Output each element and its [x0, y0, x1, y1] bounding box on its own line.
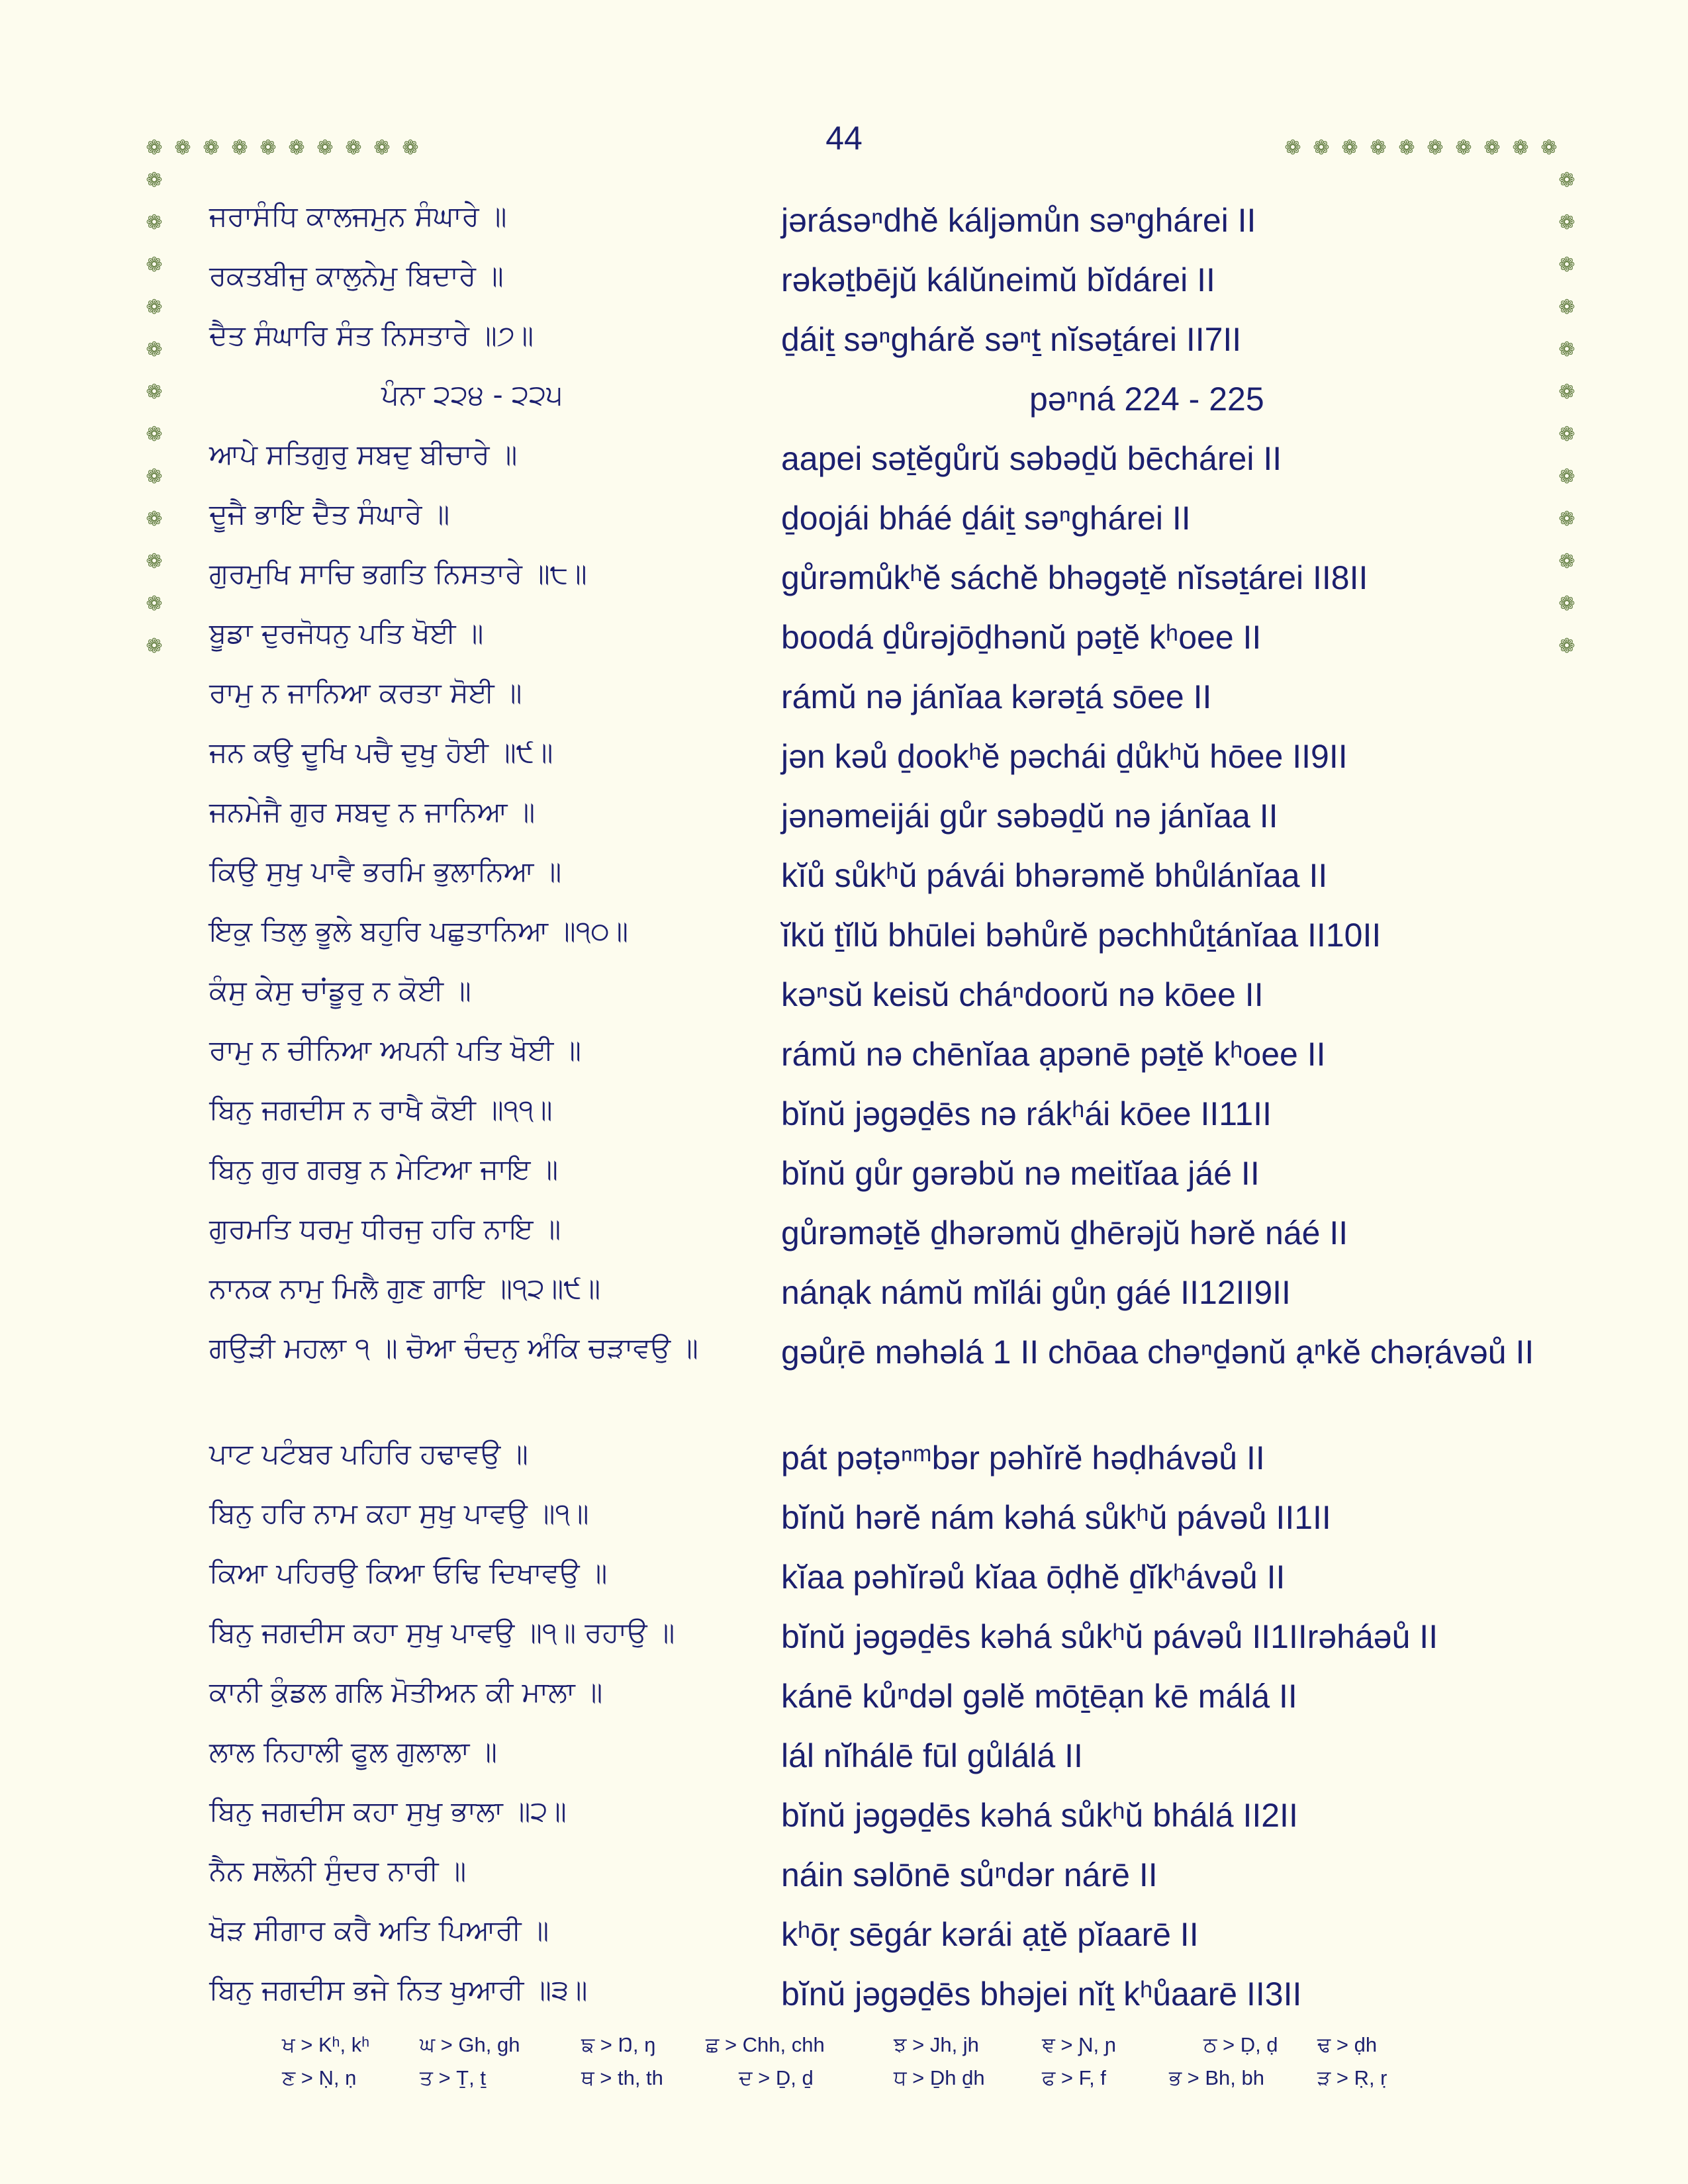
legend-item: ਢ > ḍh	[1317, 2033, 1378, 2056]
gurmukhi-line: ਨੈਨ ਸਲੋਨੀ ਸੁੰਦਰ ਨਾਰੀ ॥	[209, 1854, 467, 1887]
flower-ornament-icon: ❁	[1558, 635, 1575, 658]
gurmukhi-line: ਬੂਡਾ ਦੁਰਜੋਧਨੁ ਪਤਿ ਖੋਈ ॥	[209, 617, 484, 649]
legend-item: ਘ > Gh, gh	[420, 2033, 520, 2056]
legend-item: ਛ > Chh, chh	[706, 2033, 825, 2056]
gurmukhi-line: ਬਿਨੁ ਜਗਦੀਸ ਕਹਾ ਸੁਖੁ ਪਾਵਉ ॥੧॥ ਰਹਾਉ ॥	[209, 1616, 675, 1649]
transliteration-line: boodá ḏůrəjōḏhənŭ pəṯĕ kʰoee II	[781, 619, 1262, 656]
flower-ornament-icon: ❁	[1341, 136, 1358, 159]
verse-row	[0, 1085, 1688, 1145]
legend-item: ਫ > F, f	[1042, 2066, 1106, 2089]
flower-ornament-icon: ❁	[146, 465, 163, 488]
transliteration-line: ḏáiṯ səⁿghárĕ səⁿṯ nĭsəṯárei II7II	[781, 321, 1242, 358]
flower-ornament-icon: ❁	[146, 381, 163, 404]
transliteration-line: bĭnŭ jəgəḏēs bhəjei nĭṯ kʰůaarē II3II	[781, 1976, 1302, 2013]
flower-ornament-icon: ❁	[1558, 508, 1575, 531]
flower-ornament-icon: ❁	[146, 550, 163, 573]
gurmukhi-line: ਗੁਰਮਤਿ ਧਰਮੁ ਧੀਰਜੁ ਹਰਿ ਨਾਇ ॥	[209, 1212, 561, 1245]
legend-item: ਞ > Ɲ, ɲ	[1042, 2033, 1116, 2056]
gurmukhi-line: ਜਨ ਕਉ ਦੂਖਿ ਪਚੈ ਦੁਖੁ ਹੋਈ ॥੯॥	[209, 736, 553, 768]
legend-row-1	[0, 2033, 1688, 2066]
transliteration-line: kʰōṛ sēgár kərái ạṯĕ pĭaarē II	[781, 1916, 1199, 1953]
verse-row	[0, 311, 1688, 371]
flower-ornament-icon: ❁	[1558, 211, 1575, 234]
verse-row	[0, 1668, 1688, 1727]
flower-ornament-icon: ❁	[146, 635, 163, 658]
legend-item: ਭ > Bh, bh	[1169, 2066, 1264, 2089]
verse-row	[0, 1489, 1688, 1549]
flower-ornament-icon: ❁	[146, 136, 163, 159]
transliteration-line: bĭnŭ gůr gərəbŭ nə meitĭaa jáé II	[781, 1155, 1260, 1192]
gurmukhi-line: ਦੈਤ ਸੰਘਾਰਿ ਸੰਤ ਨਿਸਤਾਰੇ ॥੭॥	[209, 319, 534, 351]
verse-row	[0, 1430, 1688, 1489]
transliteration-line: rámŭ nə chēnĭaa ạpənē pəṯĕ kʰoee II	[781, 1036, 1326, 1073]
verse-row	[0, 668, 1688, 728]
legend-item: ਦ > Ḏ, ḏ	[739, 2066, 814, 2089]
legend-item: ਙ > Ŋ, ŋ	[581, 2033, 656, 2056]
verse-row	[0, 192, 1688, 251]
flower-ornament-icon: ❁	[1558, 296, 1575, 319]
flower-ornament-icon: ❁	[1483, 136, 1501, 159]
verse-row	[0, 907, 1688, 966]
flower-ornament-icon: ❁	[1558, 338, 1575, 361]
page-range-heading	[0, 371, 1688, 430]
flower-ornament-icon: ❁	[146, 296, 163, 319]
transliteration-line: aapei səṯĕgůrŭ səbəḏŭ bēchárei II	[781, 440, 1282, 477]
flower-ornament-icon: ❁	[288, 136, 305, 159]
flower-ornament-icon: ❁	[174, 136, 191, 159]
transliteration-line: rámŭ nə jánĭaa kərəṯá sōee II	[781, 678, 1212, 715]
transliteration-line: bĭnŭ jəgəḏēs kəhá sůkʰŭ pávəů II1IIrəháəů II	[781, 1618, 1438, 1655]
gurmukhi-line: ਦੂਜੈ ਭਾਇ ਦੈਤ ਸੰਘਾਰੇ ॥	[209, 498, 450, 530]
gurmukhi-line: ਨਾਨਕ ਨਾਮੁ ਮਿਲੈ ਗੁਣ ਗਾਇ ॥੧੨॥੯॥	[209, 1272, 601, 1304]
verse-row	[0, 609, 1688, 668]
flower-ornament-icon: ❁	[146, 592, 163, 615]
flower-ornament-icon: ❁	[203, 136, 220, 159]
legend-item: ਤ > Ṯ, ṯ	[420, 2066, 486, 2089]
gurmukhi-line: ਬਿਨੁ ਜਗਦੀਸ ਭਜੇ ਨਿਤ ਖੁਆਰੀ ॥੩॥	[209, 1974, 588, 2006]
gurmukhi-line: ਇਕੁ ਤਿਲੁ ਭੂਲੇ ਬਹੁਰਿ ਪਛੁਤਾਨਿਆ ॥੧੦॥	[209, 915, 629, 947]
flower-ornament-icon: ❁	[1558, 423, 1575, 446]
gurmukhi-line: ਬਿਨੁ ਹਰਿ ਨਾਮ ਕਹਾ ਸੁਖੁ ਪਾਵਉ ॥੧॥	[209, 1497, 589, 1529]
transliteration-line: nánạk námŭ mĭlái gůṇ gáé II12II9II	[781, 1274, 1291, 1311]
transliteration-line: kánē kůⁿdəl gəlĕ mōṯēạn kē málá II	[781, 1678, 1297, 1715]
gurmukhi-line: ਕਿਉ ਸੁਖੁ ਪਾਵੈ ਭਰਮਿ ਭੁਲਾਨਿਆ ॥	[209, 855, 562, 887]
verse-row	[0, 847, 1688, 907]
verse-row	[0, 251, 1688, 311]
transliteration-line: pəⁿná 224 - 225	[1029, 381, 1264, 418]
gurmukhi-line: ਪੰਨਾ ੨੨੪ - ੨੨੫	[381, 379, 563, 411]
verse-row	[0, 549, 1688, 609]
transliteration-line: kəⁿsŭ keisŭ cháⁿdoorŭ nə kōee II	[781, 976, 1264, 1013]
gurmukhi-line: ਖੋੜ ਸੀਗਾਰ ਕਰੈ ਅਤਿ ਪਿਆਰੀ ॥	[209, 1914, 549, 1946]
transliteration-line: ĭkŭ ṯĭlŭ bhūlei bəhůrĕ pəchhůṯánĭaa II10II	[781, 917, 1382, 954]
gurmukhi-line: ਰਾਮੁ ਨ ਚੀਨਿਆ ਅਪਨੀ ਪਤਿ ਖੋਈ ॥	[209, 1034, 581, 1066]
flower-ornament-icon: ❁	[146, 211, 163, 234]
flower-ornament-icon: ❁	[231, 136, 248, 159]
transliteration-line: rəkəṯbējŭ kálŭneimŭ bĭdárei II	[781, 261, 1215, 298]
verse-row	[0, 1727, 1688, 1787]
flower-ornament-icon: ❁	[1398, 136, 1415, 159]
verse-row	[0, 430, 1688, 490]
transliteration-line: jərásəⁿdhĕ káljəmůn səⁿghárei II	[781, 202, 1256, 239]
flower-ornament-icon: ❁	[1540, 136, 1558, 159]
transliteration-line: gůrəmůkʰĕ sáchĕ bhəgəṯĕ nĭsəṯárei II8II	[781, 559, 1368, 596]
verse-row	[0, 1549, 1688, 1608]
gurmukhi-line: ਬਿਨੁ ਜਗਦੀਸ ਕਹਾ ਸੁਖੁ ਭਾਲਾ ॥੨॥	[209, 1795, 567, 1827]
verse-row	[0, 966, 1688, 1026]
flower-ornament-icon: ❁	[373, 136, 391, 159]
flower-ornament-icon: ❁	[1558, 169, 1575, 192]
flower-ornament-icon: ❁	[1370, 136, 1387, 159]
verse-row	[0, 1966, 1688, 2025]
verse-row	[0, 1264, 1688, 1324]
gurmukhi-line: ਰਕਤਬੀਜੁ ਕਾਲੁਨੇਮੁ ਬਿਦਾਰੇ ॥	[209, 259, 504, 292]
legend-item: ਣ > Ṇ, ṇ	[282, 2066, 357, 2089]
flower-ornament-icon: ❁	[402, 136, 419, 159]
gurmukhi-line: ਪਾਟ ਪਟੰਬਰ ਪਹਿਰਿ ਹਢਾਵਉ ॥	[209, 1437, 528, 1470]
transliteration-line: bĭnŭ jəgəḏēs nə rákʰái kōee II11II	[781, 1095, 1272, 1132]
gurmukhi-line: ਜਨਮੇਜੈ ਗੁਰ ਸਬਦੁ ਨ ਜਾਨਿਆ ॥	[209, 796, 536, 828]
flower-ornament-icon: ❁	[146, 338, 163, 361]
gurmukhi-line: ਰਾਮੁ ਨ ਜਾਨਿਆ ਕਰਤਾ ਸੋਈ ॥	[209, 676, 522, 709]
gurmukhi-line: ਕਾਨੀ ਕੁੰਡਲ ਗਲਿ ਮੋਤੀਅਨ ਕੀ ਮਾਲਾ ॥	[209, 1676, 603, 1708]
flower-ornament-icon: ❁	[1558, 253, 1575, 277]
verse-row	[0, 788, 1688, 847]
flower-ornament-icon: ❁	[1427, 136, 1444, 159]
gurmukhi-line: ਬਿਨੁ ਜਗਦੀਸ ਨ ਰਾਖੈ ਕੋਈ ॥੧੧॥	[209, 1093, 553, 1126]
gurmukhi-line: ਗੁਰਮੁਖਿ ਸਾਚਿ ਭਗਤਿ ਨਿਸਤਾਰੇ ॥੮॥	[209, 557, 587, 590]
flower-ornament-icon: ❁	[1455, 136, 1472, 159]
transliteration-line: lál nĭhálē fūl gůlálá II	[781, 1737, 1083, 1774]
flower-ornament-icon: ❁	[1512, 136, 1529, 159]
verse-row	[0, 1906, 1688, 1966]
transliteration-line: bĭnŭ jəgəḏēs kəhá sůkʰŭ bhálá II2II	[781, 1797, 1298, 1834]
gurmukhi-line: ਆਪੇ ਸਤਿਗੁਰੁ ਸਬਦੁ ਬੀਚਾਰੇ ॥	[209, 438, 518, 471]
verse-row	[0, 1608, 1688, 1668]
legend-item: ਝ > Jh, jh	[894, 2033, 979, 2056]
legend-item: ਖ > Kʰ, kʰ	[282, 2033, 370, 2056]
flower-ornament-icon: ❁	[1284, 136, 1301, 159]
gurmukhi-line: ਕਿਆ ਪਹਿਰਉ ਕਿਆ ਓਢਿ ਦਿਖਾਵਉ ॥	[209, 1557, 608, 1589]
flower-ornament-icon: ❁	[316, 136, 334, 159]
verse-row	[0, 490, 1688, 549]
transliteration-line: jən kəů ḏookʰĕ pəchái ḏůkʰŭ hōee II9II	[781, 738, 1348, 775]
flower-ornament-icon: ❁	[259, 136, 277, 159]
transliteration-line: kĭaa pəhĭrəů kĭaa ōḍhĕ ḏĭkʰávəů II	[781, 1559, 1286, 1596]
legend-item: ਥ > th, th	[581, 2066, 663, 2089]
flower-ornament-icon: ❁	[1558, 550, 1575, 573]
verse-row	[0, 1324, 1688, 1383]
transliteration-line: jənəmeijái gůr səbəḏŭ nə jánĭaa II	[781, 797, 1278, 835]
flower-ornament-icon: ❁	[146, 423, 163, 446]
verse-row	[0, 1205, 1688, 1264]
transliteration-line: pát pəṭəⁿᵐbər pəhĭrĕ həḍhávəů II	[781, 1439, 1265, 1477]
flower-ornament-icon: ❁	[146, 508, 163, 531]
flower-ornament-icon: ❁	[1558, 592, 1575, 615]
flower-ornament-icon: ❁	[345, 136, 362, 159]
legend-item: ੜ > Ṛ, ṛ	[1317, 2066, 1387, 2089]
gurmukhi-line: ਲਾਲ ਨਿਹਾਲੀ ਫੂਲ ਗੁਲਾਲਾ ॥	[209, 1735, 497, 1768]
transliteration-line: kĭů sůkʰŭ pávái bhərəmĕ bhůlánĭaa II	[781, 857, 1328, 894]
page-number: 44	[825, 120, 863, 157]
verse-row	[0, 1145, 1688, 1205]
verse-row	[0, 728, 1688, 788]
flower-ornament-icon: ❁	[1558, 381, 1575, 404]
transliteration-line: bĭnŭ hərĕ nám kəhá sůkʰŭ pávəů II1II	[781, 1499, 1331, 1536]
gurmukhi-line: ਬਿਨੁ ਗੁਰ ਗਰਬੁ ਨ ਮੇਟਿਆ ਜਾਇ ॥	[209, 1153, 559, 1185]
verse-row	[0, 1026, 1688, 1085]
verse-row	[0, 1787, 1688, 1846]
flower-ornament-icon: ❁	[146, 169, 163, 192]
legend-item: ਧ > Ḏh ḏh	[894, 2066, 985, 2089]
transliteration-line: ḏoojái bháé ḏáiṯ səⁿghárei II	[781, 500, 1191, 537]
gurmukhi-line: ਕੰਸੁ ਕੇਸੁ ਚਾਂਡੂਰੁ ਨ ਕੋਈ ॥	[209, 974, 471, 1007]
legend-item: ਠ > Ḍ, ḍ	[1203, 2033, 1278, 2056]
verse-row	[0, 1846, 1688, 1906]
flower-ornament-icon: ❁	[1558, 465, 1575, 488]
transliteration-line: gəůṛē məhəlá 1 II chōaa chəⁿḏənŭ ạⁿkĕ chəṛávəů II	[781, 1334, 1534, 1371]
transliteration-line: gůrəməṯĕ ḏhərəmŭ ḏhērəjŭ hərĕ náé II	[781, 1214, 1348, 1251]
transliteration-line: náin səlōnē sůⁿdər nárē II	[781, 1856, 1158, 1893]
legend-row-2	[0, 2066, 1688, 2099]
flower-ornament-icon: ❁	[146, 253, 163, 277]
flower-ornament-icon: ❁	[1313, 136, 1330, 159]
gurmukhi-line: ਜਰਾਸੰਧਿ ਕਾਲਜਮੁਨ ਸੰਘਾਰੇ ॥	[209, 200, 507, 232]
gurmukhi-line: ਗਉੜੀ ਮਹਲਾ ੧ ॥ ਚੋਆ ਚੰਦਨੁ ਅੰਕਿ ਚੜਾਵਉ ॥	[209, 1332, 698, 1364]
